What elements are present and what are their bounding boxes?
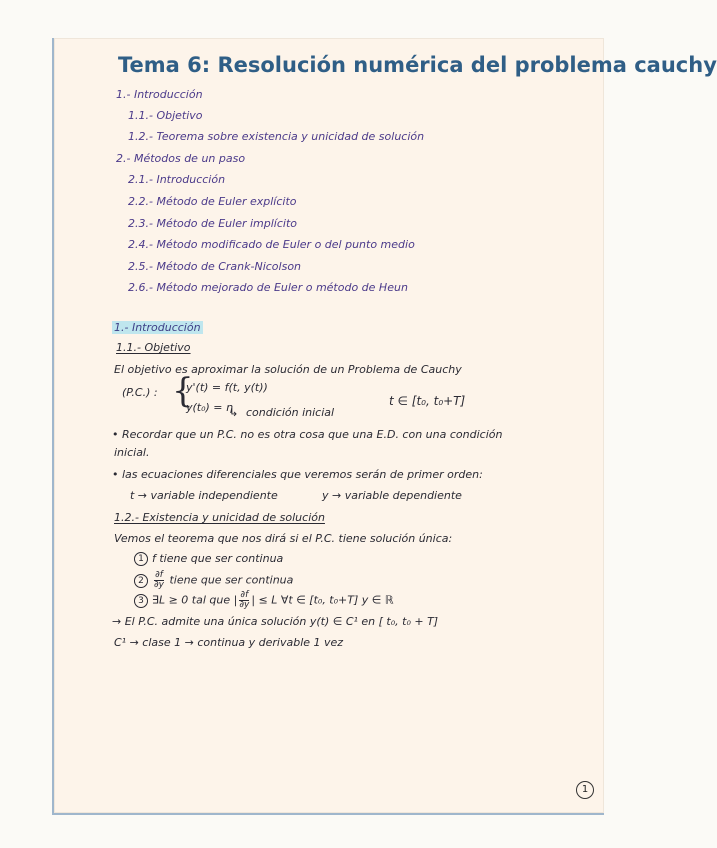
partial-fraction — [154, 571, 164, 590]
variable-def: t → variable independiente — [130, 489, 278, 502]
fraction-denominator: ∂y — [154, 580, 164, 590]
condition-item — [134, 552, 283, 566]
equation: y'(t) = f(t, y(t)) — [186, 381, 268, 394]
number-circle-icon: 2 — [134, 574, 148, 588]
page-title: Tema 6: Resolución numérica del problema cauchy — [118, 53, 717, 77]
interval: t ∈ [t₀, t₀+T] — [389, 394, 466, 408]
fraction-numerator: ∂f — [240, 590, 249, 600]
toc-item: 2.- Métodos de un paso — [116, 152, 246, 165]
toc-item: 2.1.- Introducción — [128, 173, 226, 186]
condition-text: ∃L ≥ 0 tal que — [152, 593, 231, 607]
toc-item: 2.2.- Método de Euler explícito — [128, 195, 297, 208]
highlighted-heading: 1.- Introducción — [114, 321, 201, 334]
toc-item: 2.4.- Método modificado de Euler o del punto medio — [128, 238, 415, 251]
notebook-page — [52, 38, 717, 815]
page-number: 1 — [576, 781, 594, 799]
condition-item — [134, 571, 293, 590]
equation-note: condición inicial — [246, 406, 335, 419]
partial-fraction — [239, 591, 249, 610]
number-circle-icon: 3 — [134, 594, 148, 608]
condition-text: tiene que ser continua — [169, 573, 294, 587]
fraction-denominator: ∂y — [239, 600, 250, 610]
subsection-heading: 1.1.- Objetivo — [116, 341, 191, 354]
bullet-text: • las ecuaciones diferenciales que veremos serán de primer orden: — [112, 468, 483, 481]
bullet-text: • Recordar que un P.C. no es otra cosa que una E.D. con una condición — [112, 428, 503, 441]
toc-item: 2.5.- Método de Crank-Nicolson — [128, 260, 302, 273]
toc-item: 1.1.- Objetivo — [128, 109, 203, 122]
condition-text: f tiene que ser continua — [152, 552, 284, 565]
variable-def: y → variable dependiente — [322, 489, 462, 502]
condition-item: 3 ∃L ≥ 0 tal que | $\frac{\partial f}{\partial y}$ | ≤ L ∀t ∈ [t₀, t₀+T] y ∈ ℝ — [134, 591, 394, 610]
number-circle-icon: 1 — [134, 552, 148, 566]
arrow-icon: ↳ — [229, 406, 239, 419]
paragraph: Vemos el teorema que nos dirá si el P.C. tiene solución única: — [114, 532, 453, 545]
toc-item: 1.- Introducción — [116, 88, 203, 101]
bullet-text: inicial. — [114, 446, 150, 459]
toc-item: 2.6.- Método mejorado de Euler o método de Heun — [128, 281, 408, 294]
condition-text: ≤ L ∀t ∈ [t₀, t₀+T] y ∈ ℝ — [258, 593, 394, 607]
brace-icon: { — [172, 371, 194, 411]
equation: y(t₀) = η — [186, 401, 233, 414]
toc-item: 2.3.- Método de Euler implícito — [128, 217, 297, 230]
definition: C¹ → clase 1 → continua y derivable 1 vez — [114, 636, 344, 649]
conclusion: → El P.C. admite una única solución y(t) ∈ C¹ en [ t₀, t₀ + T] — [112, 615, 439, 628]
toc-item: 1.2.- Teorema sobre existencia y unicidad de solución — [128, 130, 425, 143]
paragraph: El objetivo es aproximar la solución de un Problema de Cauchy — [114, 363, 462, 376]
subsection-heading: 1.2.- Existencia y unicidad de solución — [114, 511, 325, 524]
fraction-numerator: ∂f — [155, 570, 163, 580]
pc-label: (P.C.) : — [122, 386, 158, 399]
section-heading — [112, 321, 203, 334]
